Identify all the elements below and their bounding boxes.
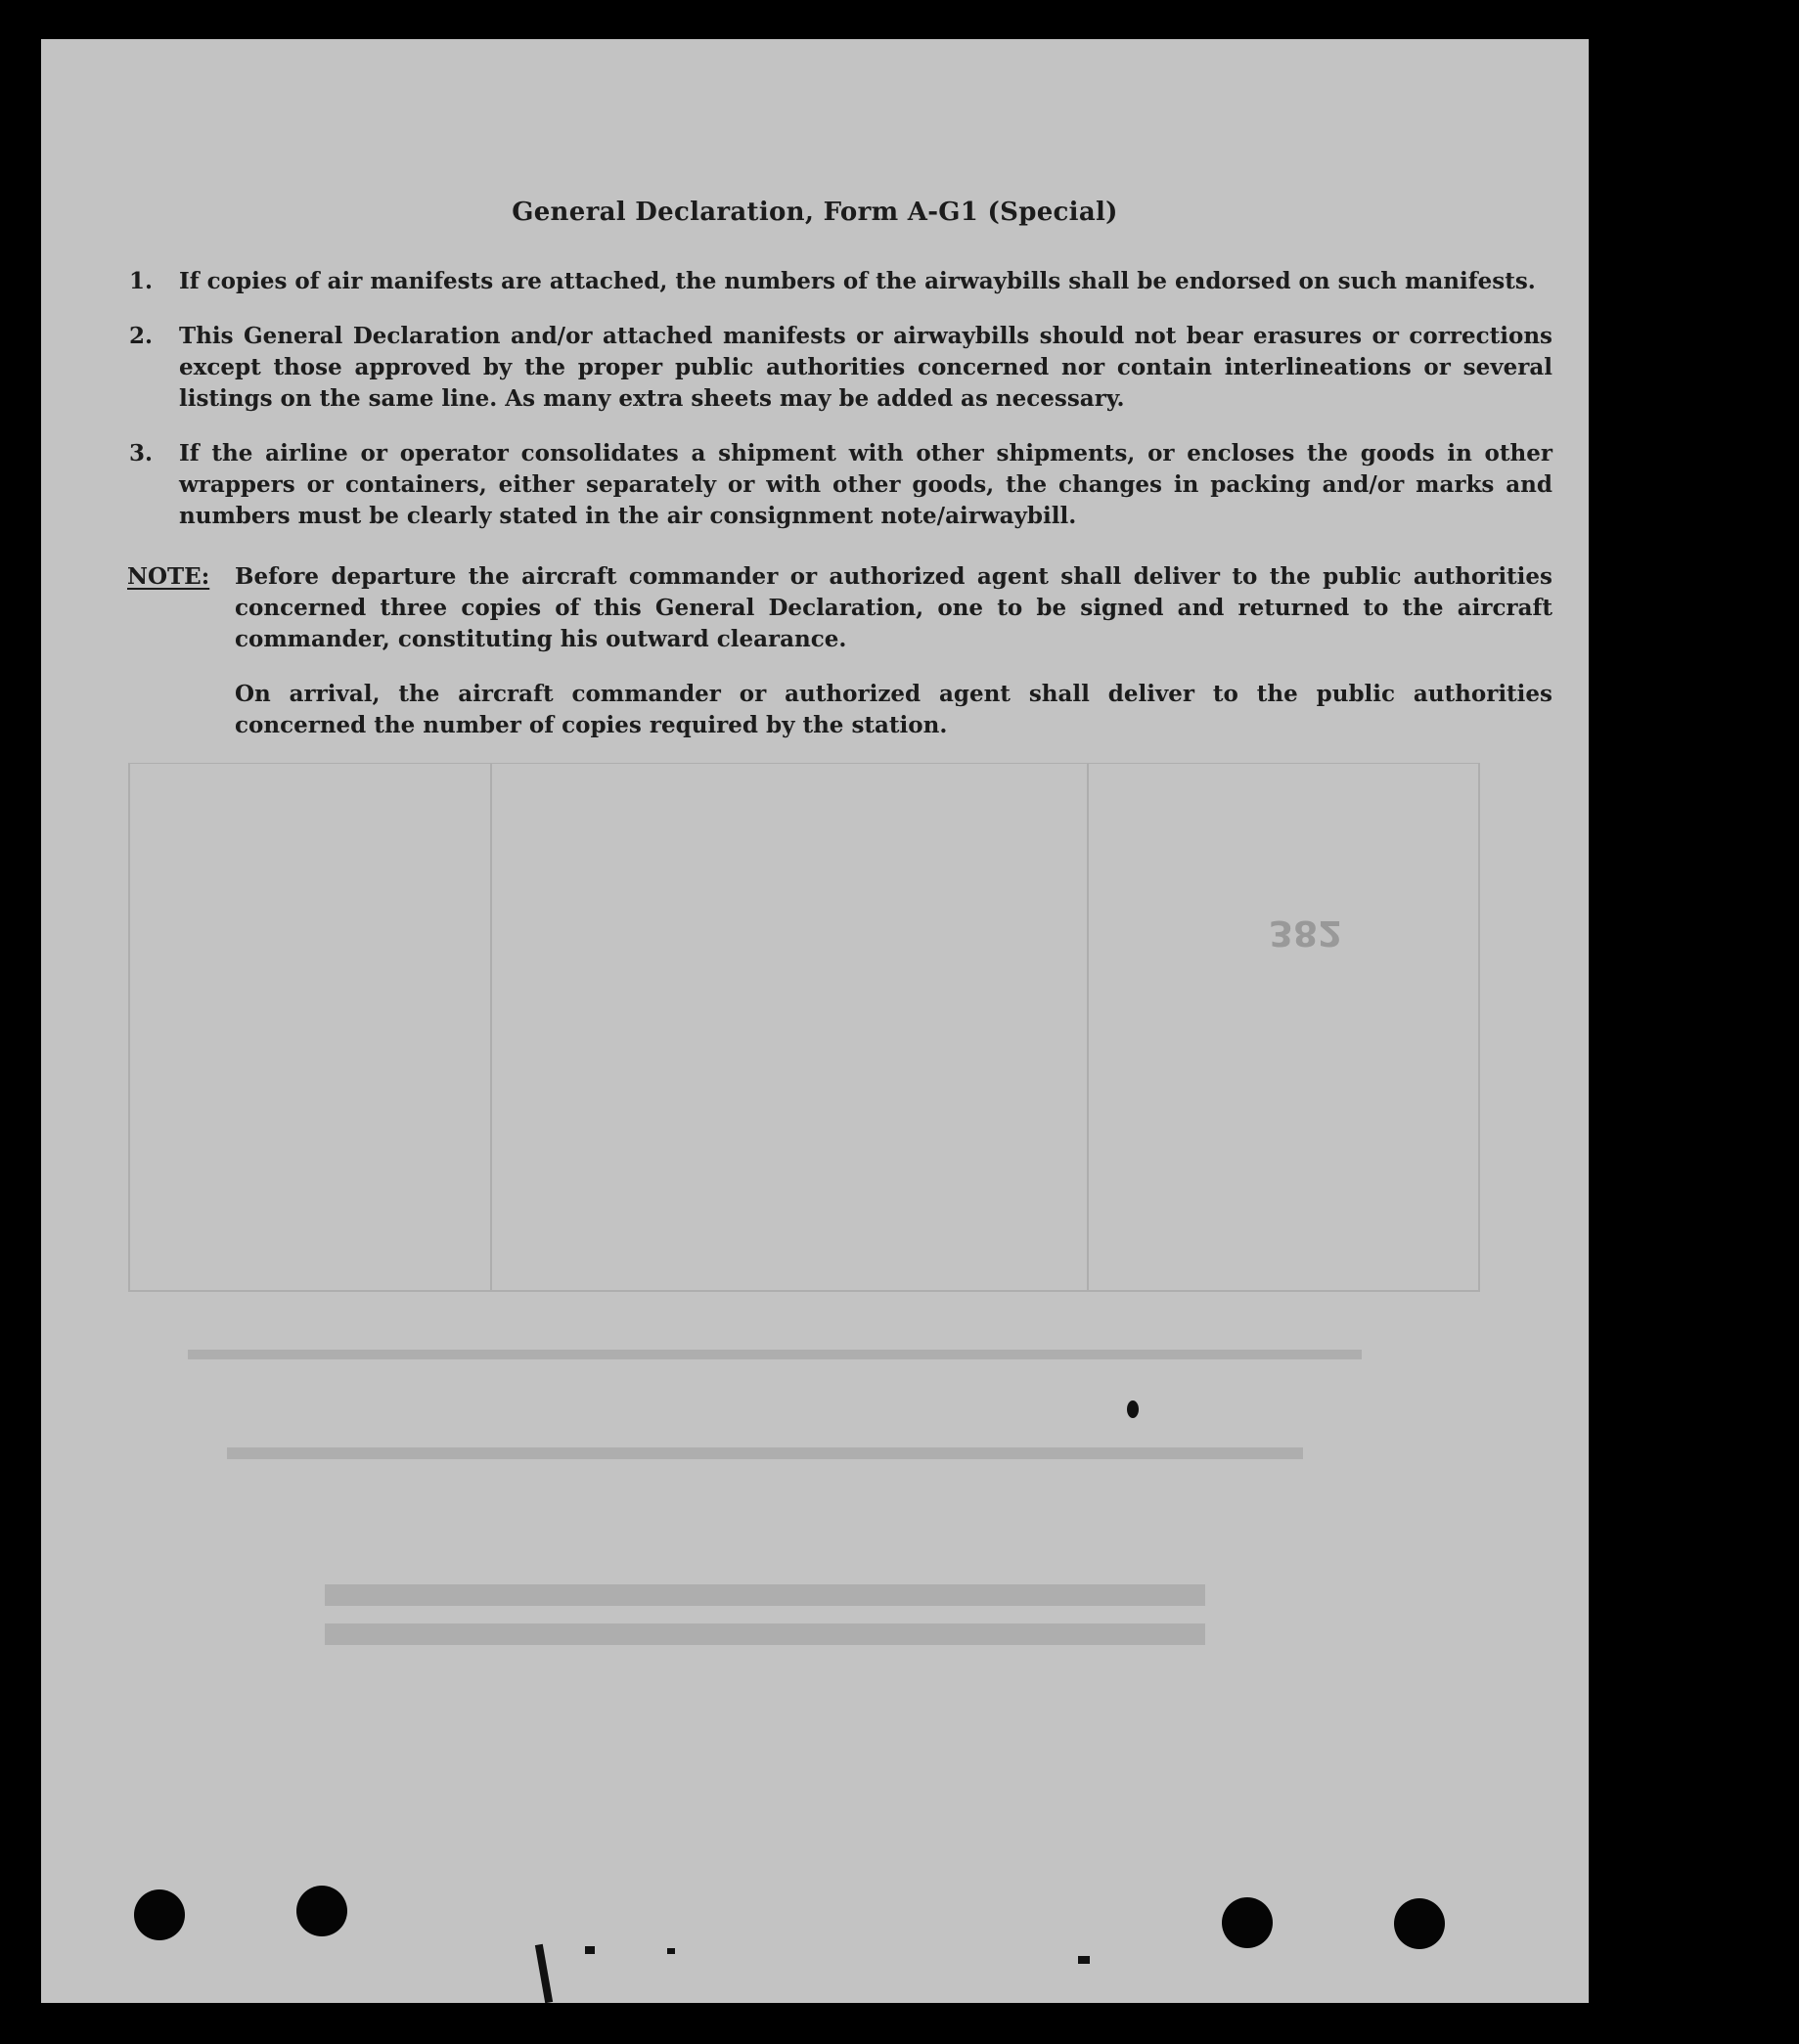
- document-page: [41, 39, 1589, 2003]
- ink-speck: [1078, 1956, 1090, 1964]
- item-number: 3.: [129, 440, 154, 467]
- item-number: 1.: [129, 268, 154, 294]
- item-number: 2.: [129, 323, 154, 349]
- punch-hole: [296, 1886, 347, 1936]
- item-text: This General Declaration and/or attached manifests or airwaybills should not bear erasures or corrections except those approved by the proper public authorities concerned nor contain interlineations or several listings on the same line. As many extra sheets may be added as necessary.: [179, 323, 1552, 412]
- note-section: [127, 561, 1552, 741]
- note-arrival-text: On arrival, the aircraft commander or authorized agent shall deliver to the public authorities concerned the number of copies required by the station.: [235, 681, 1552, 738]
- stamp-number: 382: [1269, 912, 1343, 953]
- form-title: General Declaration, Form A-G1 (Special): [512, 198, 1118, 227]
- instruction-item-2: [129, 321, 1552, 415]
- ink-speck: [585, 1946, 595, 1954]
- punch-hole: [134, 1889, 185, 1940]
- item-text: If copies of air manifests are attached, the numbers of the airwaybills shall be endorsed on such manifests.: [179, 268, 1536, 294]
- instruction-item-3: [129, 438, 1552, 532]
- punch-hole: [1394, 1898, 1445, 1949]
- instruction-item-1: [129, 266, 1552, 297]
- note-label: NOTE:: [127, 563, 210, 590]
- ink-speck: [535, 1944, 553, 2003]
- ink-speck: [1127, 1400, 1139, 1418]
- ink-speck: [667, 1948, 675, 1954]
- note-departure-text: Before departure the aircraft commander or authorized agent shall deliver to the public authorities concerned three copies of this General Declaration, one to be signed and returned to the aircraft commander, constituting his outward clearance.: [235, 563, 1552, 652]
- punch-hole: [1222, 1897, 1273, 1948]
- item-text: If the airline or operator consolidates a shipment with other shipments, or encloses the goods in other wrappers or containers, either separately or with other goods, the changes in packing and/or marks and numbers must be clearly stated in the air consignment note/airwaybill.: [179, 440, 1552, 529]
